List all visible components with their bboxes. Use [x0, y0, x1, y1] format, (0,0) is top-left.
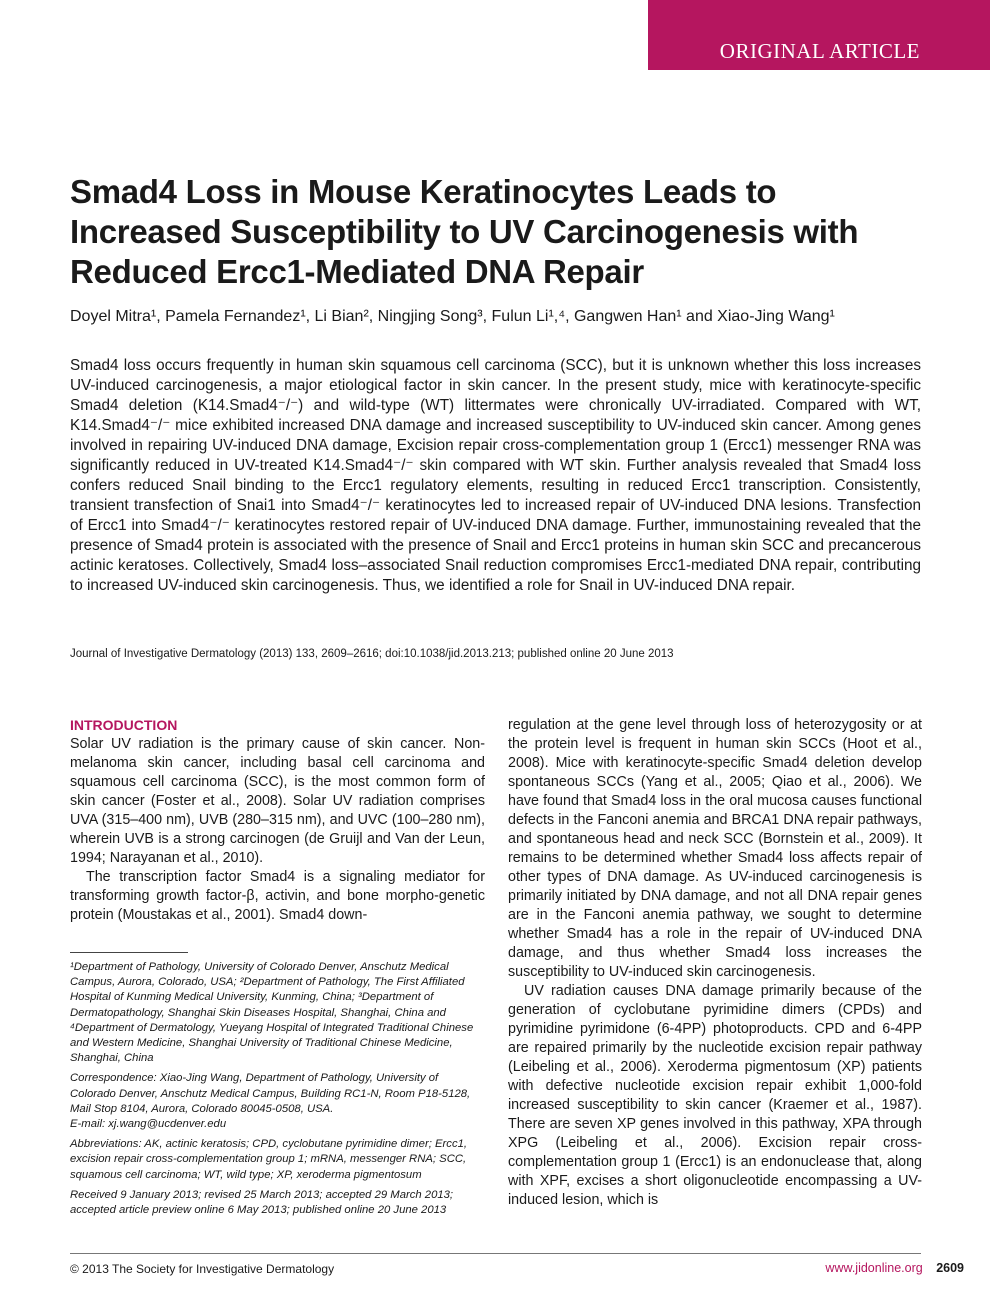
page-number: 2609: [936, 1261, 964, 1275]
right-column: [508, 716, 922, 1210]
body-paragraph: UV radiation causes DNA damage primarily because of the generation of cyclobutane pyrimidine dimers (CPDs) and pyrimidine pyrimidone (6-4PP) photoproducts. CPD and 6-4PP are repaired primarily by the nucleotide excision repair pathway (Leibeling et al., 2006). Xeroderma pigmentosum (XP) patients with defective nucleotide excision repair exhibit 1,000-fold increased susceptibility to skin cancer (Kraemer et al., 1987). There are seven XP genes involved in this pathway, XPA through XPG (Leibeling et al., 2006). Excision repair cross-complementation group 1 (Ercc1) is an endonuclease that, along with XPF, excises a short oligonucleotide encompassing a UV-induced lesion, which is: [508, 983, 922, 1208]
article-title: Smad4 Loss in Mouse Keratinocytes Leads to Increased Susceptibility to UV Carcinogenesis with Reduced Ercc1-Mediated DNA Repair: [70, 173, 859, 290]
left-column: [70, 716, 485, 925]
section-heading-introduction: INTRODUCTION: [70, 717, 178, 733]
journal-url-link[interactable]: www.jidonline.org: [825, 1261, 923, 1275]
copyright-notice: © 2013 The Society for Investigative Dermatology: [70, 1262, 335, 1276]
publication-dates: Received 9 January 2013; revised 25 March 2013; accepted 29 March 2013; accepted article preview online 6 May 2013; published online 20 June 2013: [70, 1188, 454, 1217]
body-paragraph: regulation at the gene level through loss of heterozygosity or at the protein level is frequent in human skin SCCs (Hoot et al., 2008). Mice with keratinocyte-specific Smad4 deletion develop spontaneous SCCs (Yang et al., 2005; Qiao et al., 2006). We have found that Smad4 loss in the oral mucosa causes functional defects in the Fanconi anemia and BRCA1 DNA repair pathways, and spontaneous head and neck SCC (Bornstein et al., 2009). It remains to be determined whether Smad4 loss affects repair of other types of DNA damage. As UV-induced carcinogenesis is primarily initiated by DNA damage, and not all DNA repair genes are in the Fanconi anemia pathway, we sought to determine whether Smad4 has a role in the repair of UV-induced DNA damage, and thus whether Smad4 loss increases the susceptibility to UV-induced skin carcinogenesis.: [508, 717, 922, 980]
footnote-divider: [70, 952, 188, 953]
body-paragraph: The transcription factor Smad4 is a signaling mediator for transforming growth factor-β, activin, and bone morpho-genetic protein (Moustakas et al., 2001). Smad4 down-: [70, 869, 485, 923]
article-type-label: ORIGINAL ARTICLE: [719, 39, 920, 63]
affiliations: ¹Department of Pathology, University of Colorado Denver, Anschutz Medical Campus, Aurora, Colorado, USA; ²Department of Pathology, The First Affiliated Hospital of Kunming Medical University, Kunming, China; ³Department of Dermatopathology, Shanghai Skin Diseases Hospital, Shanghai, China and ⁴Department of Dermatology, Yueyang Hospital of Integrated Traditional Chinese and Western Medicine, Shanghai University of Traditional Chinese Medicine, Shanghai, China: [70, 961, 474, 1065]
correspondence-address: Correspondence: Xiao-Jing Wang, Department of Pathology, University of Colorado Denver, Anschutz Medical Campus, Building RC1-N, Room P18-5128, Mail Stop 8104, Aurora, Colorado 80045-0508, USA.: [70, 1072, 471, 1115]
journal-citation: Journal of Investigative Dermatology (2013) 133, 2609–2616; doi:10.1038/jid.2013.213; published online 20 June 2013: [70, 648, 674, 660]
body-paragraph: Solar UV radiation is the primary cause of skin cancer. Non-melanoma skin cancer, including basal cell carcinoma and squamous cell carcinoma (SCC), is the most common form of skin cancer (Foster et al., 2008). Solar UV radiation comprises UVA (315–400 nm), UVB (280–315 nm), and UVC (100–280 nm), wherein UVB is a strong carcinogen (de Gruijl and Van der Leun, 1994; Narayanan et al., 2010).: [70, 736, 485, 866]
abbreviations: Abbreviations: AK, actinic keratosis; CPD, cyclobutane pyrimidine dimer; Ercc1, excision repair cross-complementation group 1; mRNA, messenger RNA; SCC, squamous cell carcinoma; WT, wild type; XP, xeroderma pigmentosum: [70, 1138, 468, 1181]
abstract: Smad4 loss occurs frequently in human skin squamous cell carcinoma (SCC), but it is unknown whether this loss increases UV-induced carcinogenesis, a major etiological factor in skin cancer. In the present study, mice with keratinocyte-specific Smad4 deletion (K14.Smad4⁻/⁻) and wild-type (WT) littermates were chronically UV-irradiated. Compared with WT, K14.Smad4⁻/⁻ mice exhibited increased DNA damage and increased susceptibility to UV-induced skin cancer. Among genes involved in repairing UV-induced DNA damage, Excision repair cross-complementation group 1 (Ercc1) messenger RNA was significantly reduced in UV-treated K14.Smad4⁻/⁻ skin compared with WT skin. Further analysis revealed that Smad4 loss confers reduced Snail binding to the Ercc1 regulatory elements, resulting in reduced Ercc1 transcription. Consistently, transient transfection of Snai1 into Smad4⁻/⁻ keratinocytes led to increased repair of UV-induced DNA lesions. Transfection of Ercc1 into Smad4⁻/⁻ keratinocytes restored repair of UV-induced DNA damage. Further, immunostaining revealed that the presence of Smad4 protein is associated with the presence of Snail and Ercc1 proteins in human skin SCC and precancerous actinic keratoses. Collectively, Smad4 loss–associated Snail reduction compromises Ercc1-mediated DNA repair, contributing to increased UV-induced skin carcinogenesis. Thus, we identified a role for Snail in UV-induced DNA repair.: [70, 357, 921, 594]
correspondence: [70, 1071, 485, 1132]
article-type-banner: [648, 0, 990, 70]
correspondence-email[interactable]: E-mail: xj.wang@ucdenver.edu: [70, 1118, 227, 1131]
footnotes: [70, 960, 485, 1223]
footer-divider: [70, 1253, 921, 1254]
footer-right: [825, 1261, 964, 1275]
author-list: Doyel Mitra¹, Pamela Fernandez¹, Li Bian², Ningjing Song³, Fulun Li¹,⁴, Gangwen Han¹ and Xiao-Jing Wang¹: [70, 308, 835, 325]
